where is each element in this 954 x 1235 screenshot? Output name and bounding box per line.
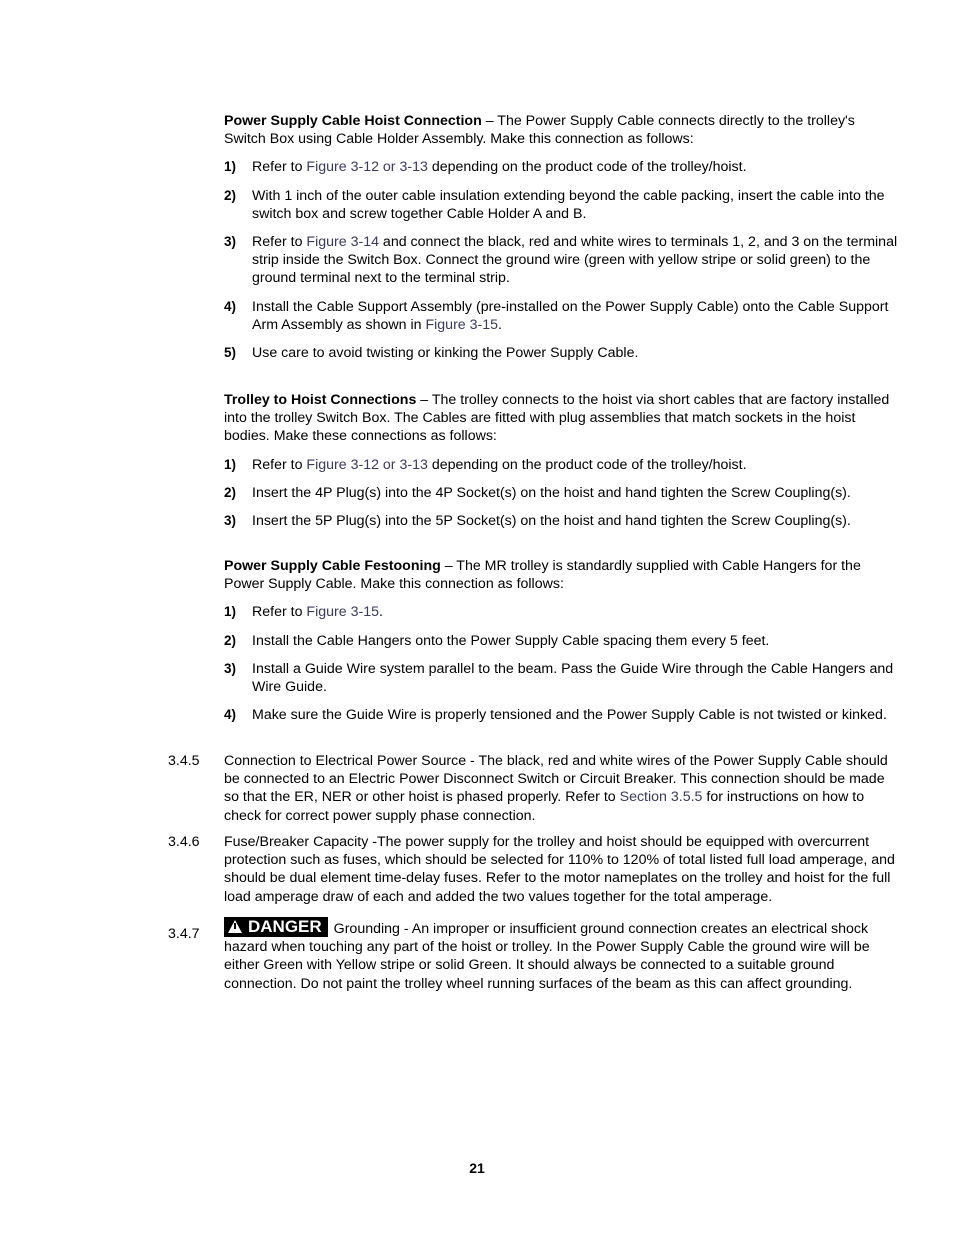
section-intro (224, 557, 898, 593)
step-number: 2) (224, 632, 237, 648)
grounding-text: Grounding - An improper or insufficient ground connection creates an electrical shock hazard when touching any part of the hoist or trolley. In the Power Supply Cable the ground wire will be either Green with Yellow stripe or solid Green. It should always be connected to a suitable ground connection. Do not paint the trolley wheel running surfaces of the beam as this can affect grounding. (224, 921, 870, 992)
step-text: Install the Cable Hangers onto the Power Supply Cable spacing them every 5 feet. (252, 632, 770, 649)
step-item (224, 512, 898, 530)
step-number: 3) (224, 660, 237, 676)
step-item (224, 187, 898, 223)
step-item (224, 344, 898, 362)
section-number: 3.4.6 (168, 834, 200, 850)
figure-link[interactable]: Figure 3-14 (306, 234, 379, 251)
figure-link[interactable]: Figure 3-15 (425, 316, 499, 333)
danger-badge (224, 917, 328, 937)
step-number: 3) (224, 234, 237, 250)
figure-link[interactable]: Figure 3-12 or 3-13 (306, 456, 428, 473)
section-intro (224, 112, 898, 148)
step-text: Install a Guide Wire system parallel to the beam. Pass the Guide Wire through the Cable Hangers and Wire Guide. (252, 660, 894, 696)
step-item (224, 456, 898, 474)
step-text: Refer to (252, 234, 307, 251)
page-number: 21 (469, 1160, 485, 1176)
section-title: Power Supply Cable Festooning (224, 558, 441, 574)
step-number: 3) (224, 513, 237, 529)
warning-triangle-icon (228, 920, 242, 933)
step-text: Refer to (252, 159, 307, 176)
power-supply-cable-festooning (224, 557, 898, 724)
section-intro-text: – The Power Supply Cable connects directly to the trolley's Switch Box using Cable Holder Assembly. Make this connection as follows: (224, 113, 855, 148)
step-text: Insert the 4P Plug(s) into the 4P Socket(s) on the hoist and hand tighten the Screw Coupling(s). (252, 484, 851, 501)
section-number: 3.4.5 (168, 753, 200, 769)
step-item (224, 484, 898, 502)
step-text: Insert the 5P Plug(s) into the 5P Socket(s) on the hoist and hand tighten the Screw Coupling(s). (252, 513, 851, 530)
step-text: Refer to (252, 604, 307, 621)
steps-list (224, 158, 898, 362)
step-item (224, 233, 898, 288)
danger-label: DANGER (248, 917, 322, 936)
step-number: 2) (224, 484, 237, 500)
step-number: 1) (224, 456, 237, 472)
step-item (224, 660, 898, 696)
section-link[interactable]: Section 3.5.5 (619, 789, 703, 806)
section-title: Power Supply Cable Hoist Connection (224, 113, 482, 129)
section-text (224, 752, 898, 825)
step-number: 4) (224, 298, 237, 314)
section-text: Fuse/Breaker Capacity -The power supply for the trolley and hoist should be equipped with overcurrent protection such as fuses, which should be selected for 110% to 120% of total listed full load amperage, and should be dual element time-delay fuses. Refer to the motor nameplates on the trolley and hoist for the full load amperage draw of each and added the two values together for the total amperage. (224, 834, 895, 905)
step-number: 5) (224, 345, 237, 361)
step-item (224, 298, 898, 334)
step-item (224, 632, 898, 650)
figure-link[interactable]: Figure 3-12 or 3-13 (306, 159, 428, 176)
figure-link[interactable]: Figure 3-15 (306, 604, 379, 621)
section-intro-text: – The trolley connects to the hoist via short cables that are factory installed into the trolley Switch Box. The Cables are fitted with plug assemblies that match sockets in the hoist bodies. Make these connections as follows: (224, 392, 890, 445)
step-item (224, 706, 898, 724)
step-text: With 1 inch of the outer cable insulation extending beyond the cable packing, insert the cable into the switch box and screw together Cable Holder A and B. (252, 187, 885, 222)
step-text: depending on the product code of the trolley/hoist. (427, 159, 747, 176)
step-number: 1) (224, 159, 237, 175)
step-text: Refer to (252, 456, 307, 473)
step-number: 1) (224, 604, 237, 620)
text-part: for instructions on how to check for correct power supply phase connection. (224, 789, 865, 824)
step-text: Make sure the Guide Wire is properly tensioned and the Power Supply Cable is not twisted or kinked. (252, 707, 887, 724)
step-item (224, 603, 898, 621)
steps-list (224, 456, 898, 531)
step-text: depending on the product code of the trolley/hoist. (427, 456, 747, 473)
text-part: Connection to Electrical Power Source - The black, red and white wires of the Power Supply Cable should be connected to an Electric Power Disconnect Switch or Circuit Breaker. This connection should be made so that the ER, NER or other hoist is phased properly. Refer to (224, 753, 888, 806)
step-item (224, 158, 898, 176)
section-3-4-7 (168, 917, 898, 993)
section-3-4-5 (168, 752, 898, 825)
section-intro (224, 391, 898, 446)
step-text: Use care to avoid twisting or kinking the Power Supply Cable. (252, 345, 639, 362)
section-text (224, 917, 898, 993)
section-title: Trolley to Hoist Connections (224, 392, 417, 408)
step-text: Install the Cable Support Assembly (pre-installed on the Power Supply Cable) onto the Cable Support Arm Assembly as shown in (252, 298, 889, 333)
power-supply-cable-hoist-connection (224, 112, 898, 362)
trolley-to-hoist-connections (224, 391, 898, 530)
step-text: . (498, 316, 502, 333)
step-number: 2) (224, 187, 237, 203)
step-text: . (378, 604, 383, 621)
section-intro-text: – The MR trolley is standardly supplied with Cable Hangers for the Power Supply Cable. Make this connection as follows: (224, 558, 861, 593)
step-text: and connect the black, red and white wires to terminals 1, 2, and 3 on the terminal strip inside the Switch Box. Connect the ground wire (green with yellow stripe or solid green) to the ground terminal next to the terminal strip. (252, 234, 898, 287)
steps-list (224, 603, 898, 724)
step-number: 4) (224, 707, 237, 723)
section-number: 3.4.7 (168, 926, 200, 942)
section-3-4-6 (168, 833, 898, 906)
